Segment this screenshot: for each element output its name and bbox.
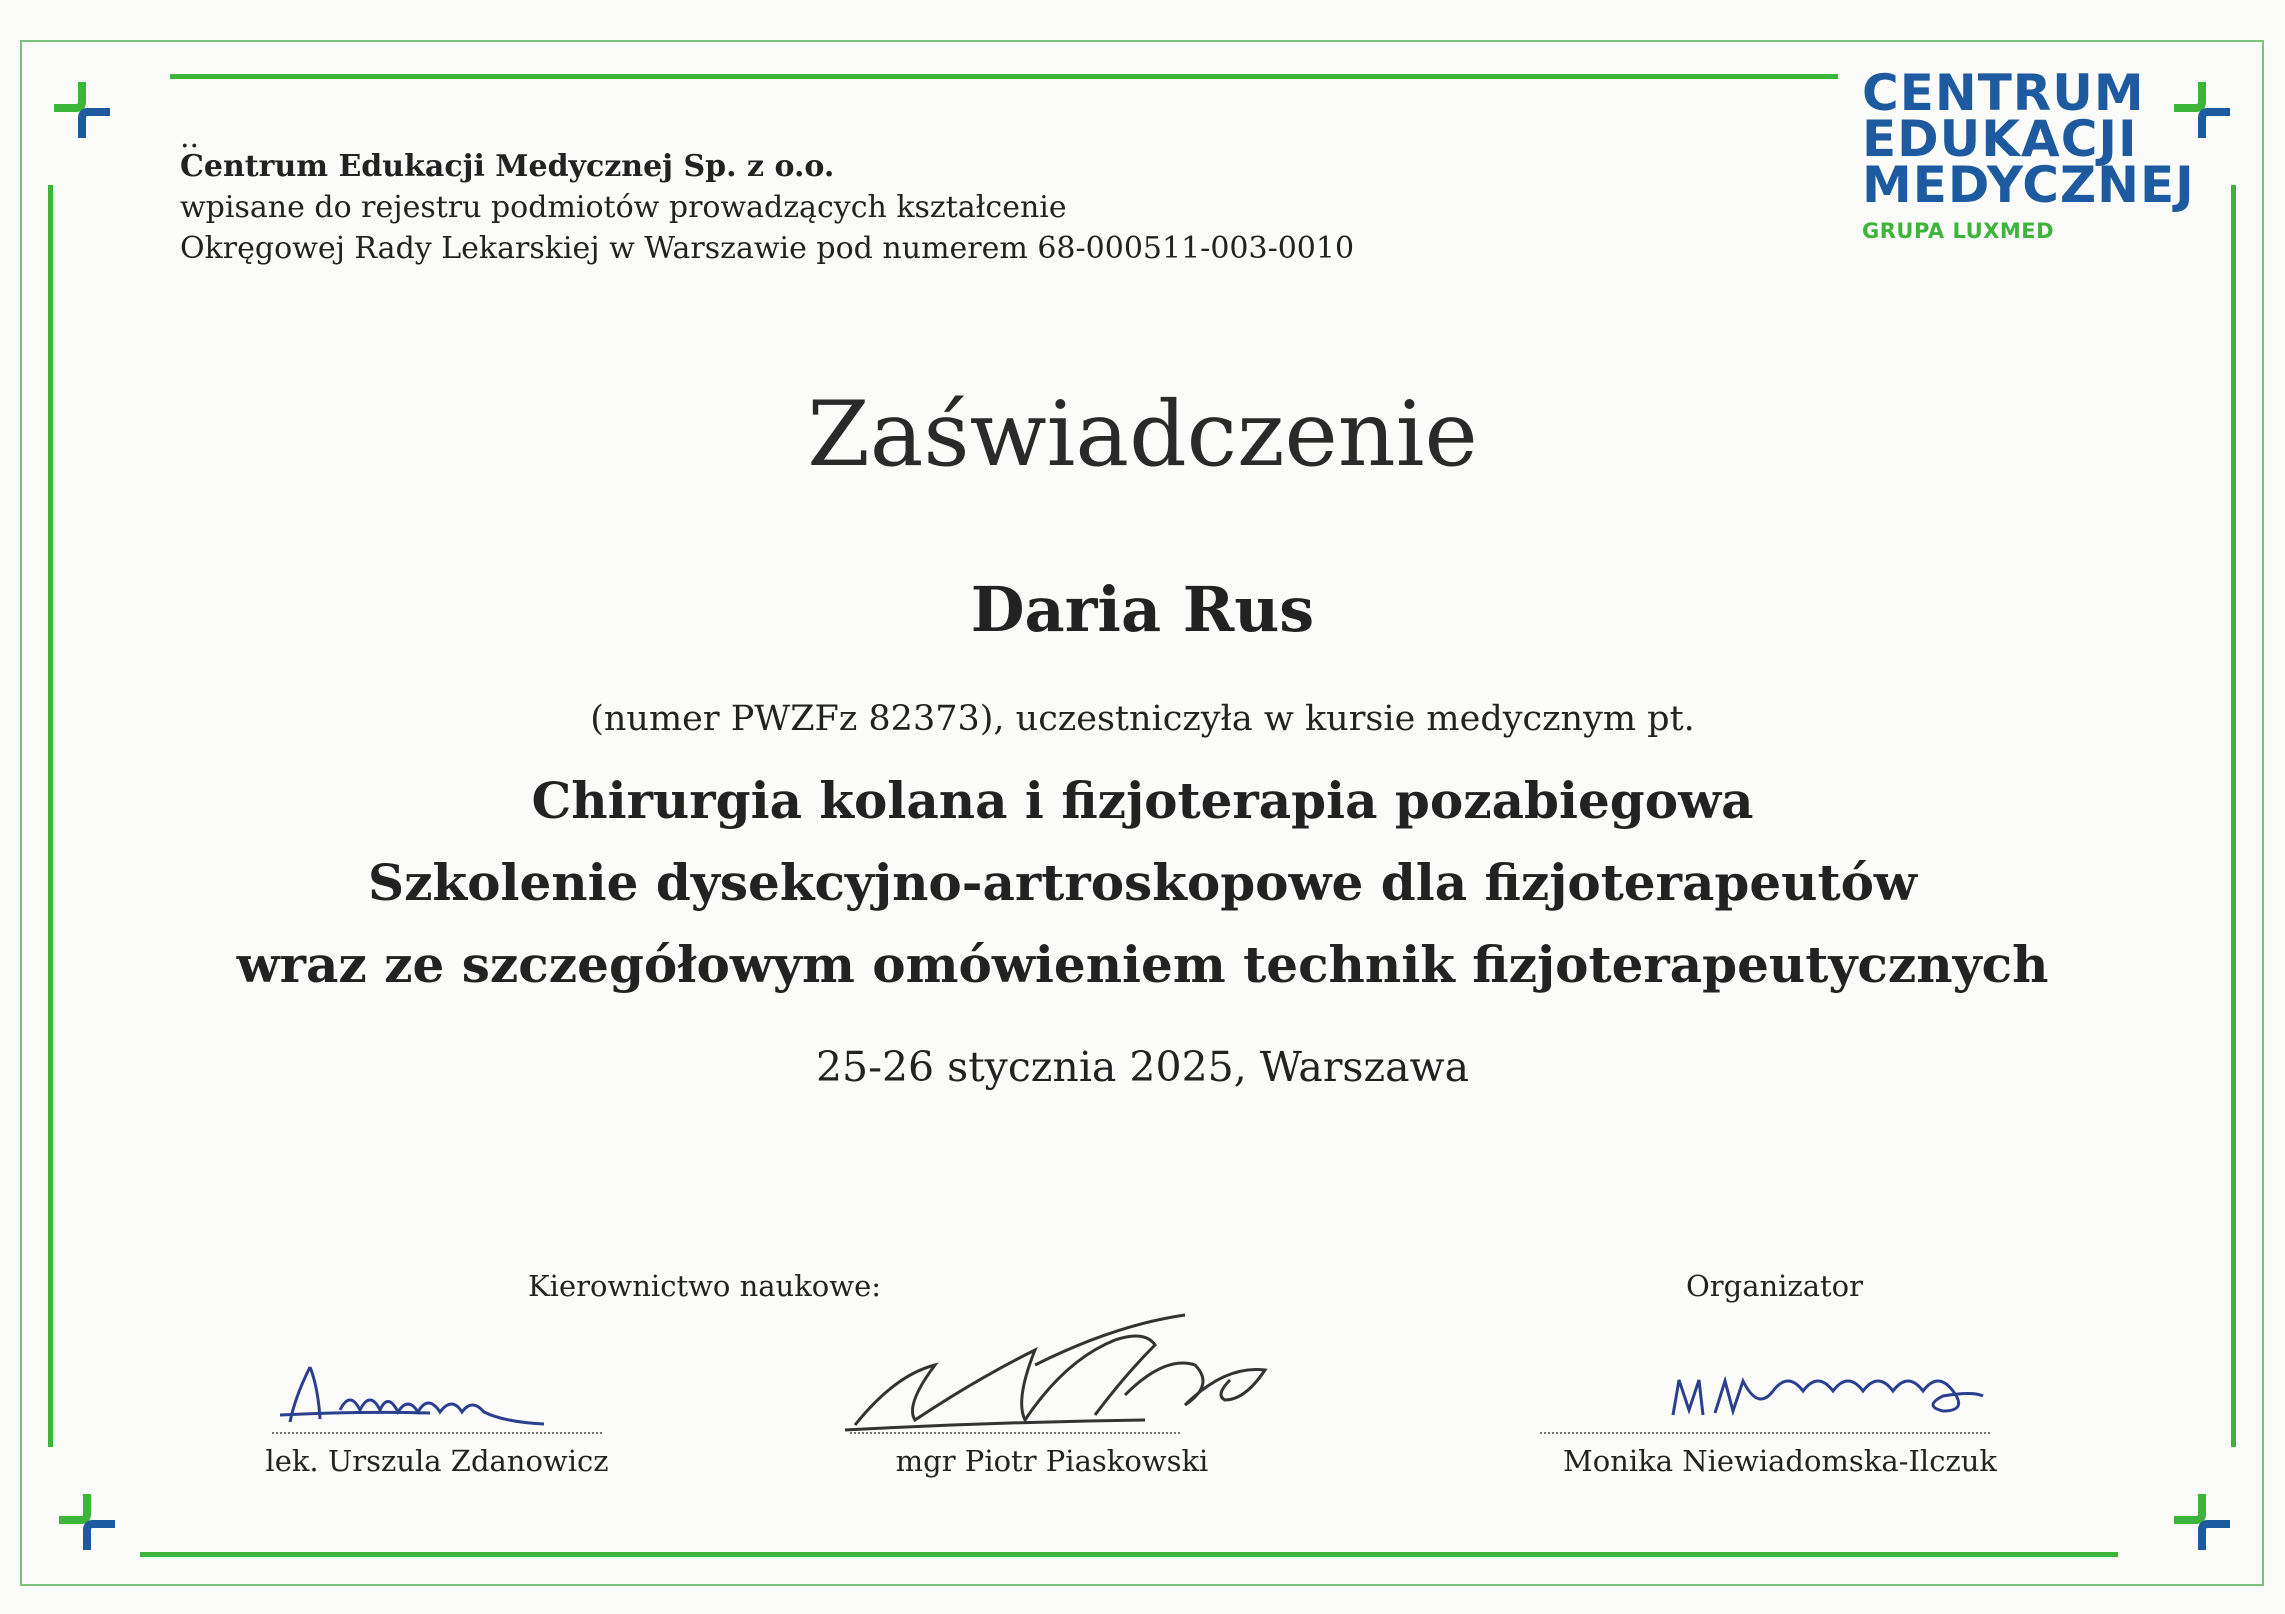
logo-line-1: CENTRUM — [1862, 64, 2145, 122]
issuer-dots: .. — [180, 120, 200, 155]
course-title-line: Szkolenie dysekcyjno-artroskopowe dla fizjoterapeutów — [368, 853, 1917, 912]
corner-cross-icon-bottom-right — [2170, 1490, 2234, 1554]
signatory-name-3: Monika Niewiadomska-Ilczuk — [1563, 1444, 1997, 1478]
signature-piaskowski — [835, 1305, 1295, 1435]
recipient-name: Daria Rus — [970, 573, 1315, 646]
logo-line-2: EDUKACJI — [1862, 110, 2138, 168]
course-title-line: Chirurgia kolana i fizjoterapia pozabiegowa — [531, 771, 1754, 830]
signature-line-1 — [272, 1432, 602, 1434]
course-title — [0, 760, 2285, 1006]
corner-cross-icon-top-left — [50, 78, 114, 142]
participation-text: (numer PWZFz 82373), uczestniczyła w kursie medycznym pt. — [590, 699, 1695, 739]
issuer-registry-number: Okręgowej Rady Lekarskiej w Warszawie pod numerem 68-000511-003-0010 — [180, 231, 1355, 266]
bottom-green-line — [140, 1552, 2118, 1557]
organizer-label: Organizator — [1686, 1269, 1863, 1303]
issuer-registry-line: wpisane do rejestru podmiotów prowadzących kształcenie — [180, 190, 1067, 225]
issuer-name: Centrum Edukacji Medycznej Sp. z o.o. — [180, 149, 835, 184]
top-green-line — [170, 74, 1838, 79]
signature-line-3 — [1540, 1432, 1990, 1434]
scientific-direction-label: Kierownictwo naukowe: — [528, 1269, 882, 1303]
issuer-block — [180, 120, 1355, 269]
signature-zdanowicz — [270, 1355, 650, 1435]
signatory-name-2: mgr Piotr Piaskowski — [895, 1444, 1209, 1478]
certificate-title: Zaświadczenie — [807, 382, 1478, 487]
signature-niewiadomska — [1665, 1365, 2025, 1435]
signatory-name-1: lek. Urszula Zdanowicz — [265, 1444, 609, 1478]
brand-logo — [1862, 64, 2195, 246]
logo-subtitle: GRUPA LUXMED — [1862, 219, 2055, 243]
logo-line-3: MEDYCZNEJ — [1862, 156, 2195, 214]
signature-line-2 — [850, 1432, 1180, 1434]
corner-cross-icon-bottom-left — [55, 1490, 119, 1554]
course-title-line: wraz ze szczegółowym omówieniem technik fizjoterapeutycznych — [236, 935, 2049, 994]
date-and-place: 25-26 stycznia 2025, Warszawa — [815, 1043, 1470, 1091]
